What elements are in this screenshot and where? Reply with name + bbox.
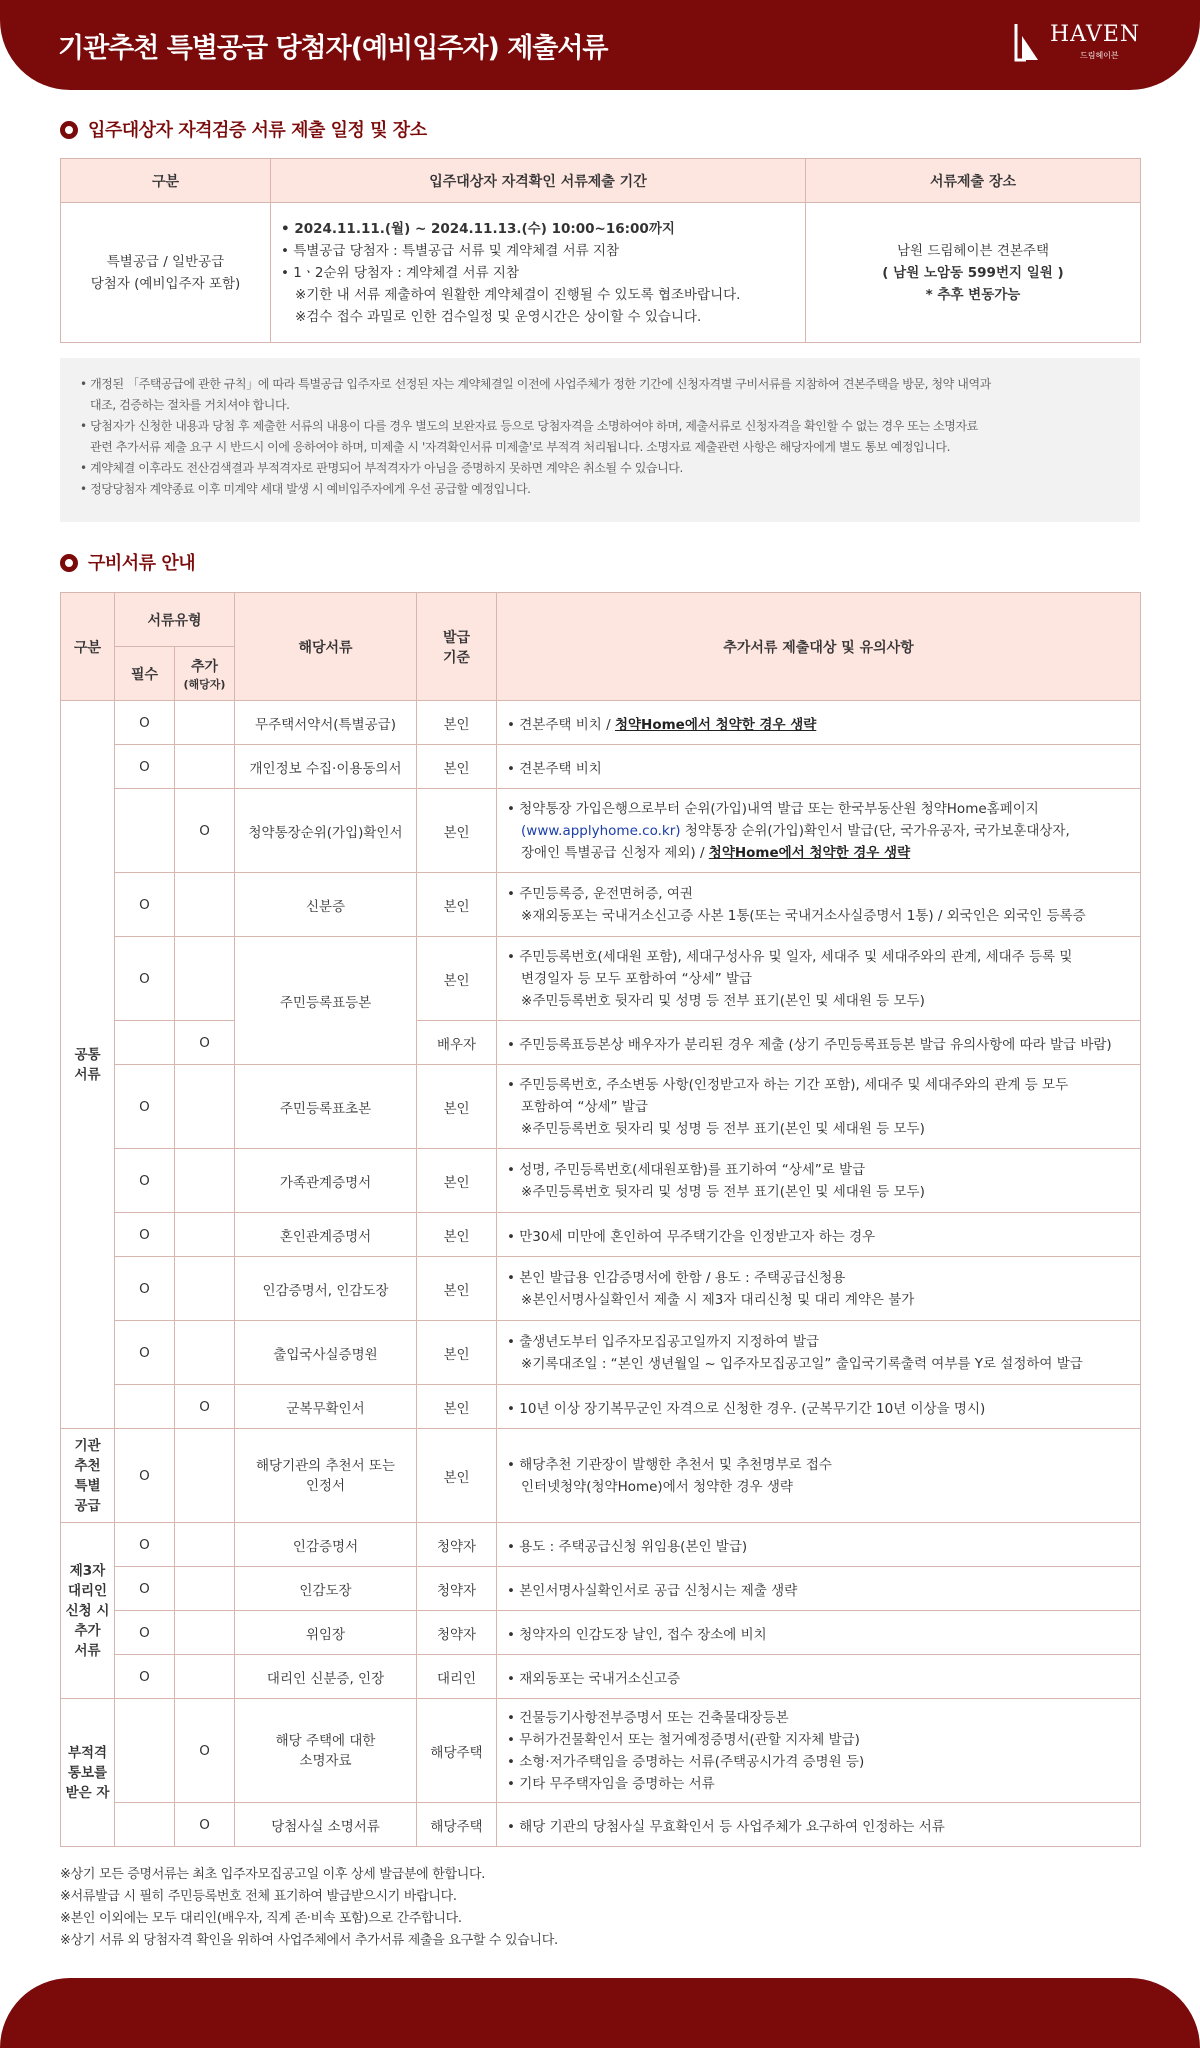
document-name: 청약통장순위(가입)확인서	[235, 789, 417, 873]
footer-banner	[0, 1978, 1200, 2048]
issue-basis: 본인	[417, 937, 497, 1021]
header-required: 필수	[115, 647, 175, 701]
required-mark: O	[115, 1429, 175, 1523]
notes: • 청약자의 인감도장 날인, 접수 장소에 비치	[497, 1611, 1141, 1655]
issue-basis: 해당주택	[417, 1803, 497, 1847]
document-name: 혼인관계증명서	[235, 1213, 417, 1257]
table-row	[61, 745, 1141, 789]
header-additional: 추가 (해당자)	[175, 647, 235, 701]
schedule-category: 특별공급 / 일반공급 당첨자 (예비입주자 포함)	[61, 203, 271, 343]
table-row	[61, 1257, 1141, 1321]
document-name: 인감증명서	[235, 1523, 417, 1567]
additional-mark	[175, 1257, 235, 1321]
footnotes: ※상기 모든 증명서류는 최초 입주자모집공고일 이후 상세 발급분에 한합니다. ※서류발급 시 필히 주민등록번호 전체 표기하여 발급받으시기 바랍니다. ※본인 이외에는 모두 대리인(배우자, 직계 존·비속 포함)으로 간주합니다. ※상기 서류 외 당첨자격 확인을 위하여 사업주체에서 추가서류 제출을 요구할 수 있습니다.	[60, 1867, 558, 1948]
header-period: 입주대상자 자격확인 서류제출 기간	[271, 159, 806, 203]
haven-logo-icon	[1012, 20, 1046, 64]
notes: • 주민등록증, 운전면허증, 여권 ※재외동포는 국내거소신고증 사본 1통(또는 국내거소사실증명서 1통) / 외국인은 외국인 등록증	[497, 873, 1141, 937]
table-row	[61, 1149, 1141, 1213]
header-document: 해당서류	[235, 593, 417, 701]
document-name: 주민등록표초본	[235, 1065, 417, 1149]
required-mark: O	[115, 1149, 175, 1213]
header-category: 구분	[61, 159, 271, 203]
ring-bullet-icon	[60, 554, 78, 572]
table-row	[61, 937, 1141, 1021]
additional-mark	[175, 873, 235, 937]
notes: • 주민등록표등본상 배우자가 분리된 경우 제출 (상기 주민등록표등본 발급 유의사항에 따라 발급 바람)	[497, 1021, 1141, 1065]
required-mark: O	[115, 701, 175, 745]
issue-basis: 본인	[417, 1429, 497, 1523]
table-row	[61, 701, 1141, 745]
issue-basis: 본인	[417, 1149, 497, 1213]
table-row	[61, 1213, 1141, 1257]
required-mark: O	[115, 1321, 175, 1385]
additional-mark	[175, 1523, 235, 1567]
table-row	[61, 1429, 1141, 1523]
additional-mark	[175, 1321, 235, 1385]
table-row	[61, 789, 1141, 873]
issue-basis: 해당주택	[417, 1699, 497, 1803]
required-mark: O	[115, 1655, 175, 1699]
issue-basis: 배우자	[417, 1021, 497, 1065]
issue-basis: 본인	[417, 701, 497, 745]
required-mark: O	[115, 1213, 175, 1257]
notes: • 만30세 미만에 혼인하여 무주택기간을 인정받고자 하는 경우	[497, 1213, 1141, 1257]
issue-basis: 본인	[417, 789, 497, 873]
notes: • 건물등기사항전부증명서 또는 건축물대장등본 • 무허가건물확인서 또는 철거예정증명서(관할 지자체 발급) • 소형·저가주택임을 증명하는 서류(주택공시가격 증명원 등) • 기타 무주택자임을 증명하는 서류	[497, 1699, 1141, 1803]
required-mark: O	[115, 1611, 175, 1655]
document-name: 위임장	[235, 1611, 417, 1655]
additional-mark	[175, 1065, 235, 1149]
required-mark: O	[115, 1523, 175, 1567]
document-name: 주민등록표등본	[235, 937, 417, 1065]
header-place: 서류제출 장소	[806, 159, 1141, 203]
table-row	[61, 1803, 1141, 1847]
table-row	[61, 1385, 1141, 1429]
notes: • 주민등록번호(세대원 포함), 세대구성사유 및 일자, 세대주 및 세대주와의 관계, 세대주 등록 및 변경일자 등 모두 포함하여 “상세” 발급 ※주민등록번호 뒷자리 및 성명 등 전부 표기(본인 및 세대원 등 모두)	[497, 937, 1141, 1021]
issue-basis: 본인	[417, 1065, 497, 1149]
notes: • 출생년도부터 입주자모집공고일까지 지정하여 발급 ※기록대조일 : “본인 생년월일 ~ 입주자모집공고일” 출입국기록출력 여부를 Y로 설정하여 발급	[497, 1321, 1141, 1385]
required-mark	[115, 1021, 175, 1065]
notes: • 청약통장 가입은행으로부터 순위(가입)내역 발급 또는 한국부동산원 청약Home홈페이지 (www.applyhome.co.kr) 청약통장 순위(가입)확인서 발급(단, 국가유공자, 국가보훈대상자, 장애인 특별공급 신청자 제외) / 청약Home에서 청약한 경우 생략	[497, 789, 1141, 873]
additional-mark	[175, 745, 235, 789]
notes: • 10년 이상 장기복무군인 자격으로 신청한 경우. (군복무기간 10년 이상을 명시)	[497, 1385, 1141, 1429]
additional-mark	[175, 1611, 235, 1655]
notes: • 용도 : 주택공급신청 위임용(본인 발급)	[497, 1523, 1141, 1567]
issue-basis: 청약자	[417, 1567, 497, 1611]
section-title-documents: 구비서류 안내	[60, 549, 195, 575]
issue-basis: 본인	[417, 873, 497, 937]
table-row	[61, 1321, 1141, 1385]
additional-mark: O	[175, 1385, 235, 1429]
notes: • 해당 기관의 당첨사실 무효확인서 등 사업주체가 요구하여 인정하는 서류	[497, 1803, 1141, 1847]
issue-basis: 청약자	[417, 1523, 497, 1567]
logo-subtext: 드림헤이븐	[1080, 51, 1119, 60]
additional-mark	[175, 1429, 235, 1523]
issue-basis: 대리인	[417, 1655, 497, 1699]
required-mark: O	[115, 1567, 175, 1611]
additional-mark: O	[175, 1699, 235, 1803]
notes: • 재외동포는 국내거소신고증	[497, 1655, 1141, 1699]
document-name: 해당기관의 추천서 또는 인정서	[235, 1429, 417, 1523]
applyhome-link[interactable]: (www.applyhome.co.kr)	[521, 822, 681, 839]
table-row	[61, 1699, 1141, 1803]
additional-mark	[175, 1149, 235, 1213]
required-mark: O	[115, 937, 175, 1021]
additional-mark: O	[175, 789, 235, 873]
table-row	[61, 1611, 1141, 1655]
document-name: 인감도장	[235, 1567, 417, 1611]
header-notes: 추가서류 제출대상 및 유의사항	[497, 593, 1141, 701]
notes: • 해당추천 기관장이 발행한 추천서 및 추천명부로 접수 인터넷청약(청약Home)에서 청약한 경우 생략	[497, 1429, 1141, 1523]
ring-bullet-icon	[60, 121, 78, 139]
required-mark	[115, 1699, 175, 1803]
issue-basis: 본인	[417, 745, 497, 789]
document-name: 신분증	[235, 873, 417, 937]
header-issue-basis: 발급 기준	[417, 593, 497, 701]
schedule-period: • 2024.11.11.(월) ~ 2024.11.13.(수) 10:00~16:00까지 • 특별공급 당첨자 : 특별공급 서류 및 계약체결 서류 지참 • 1ㆍ2순위 당첨자 : 계약체결 서류 지참 ※기한 내 서류 제출하여 원활한 계약체결이 진행될 수 있도록 협조바랍니다. ※검수 접수 과밀로 인한 검수일정 및 운영시간은 상이할 수 있습니다.	[271, 203, 806, 343]
notes: • 본인 발급용 인감증명서에 한함 / 용도 : 주택공급신청용 ※본인서명사실확인서 제출 시 제3자 대리신청 및 대리 계약은 불가	[497, 1257, 1141, 1321]
table-row	[61, 1523, 1141, 1567]
notes: • 주민등록번호, 주소변동 사항(인정받고자 하는 기간 포함), 세대주 및 세대주와의 관계 등 모두 포함하여 “상세” 발급 ※주민등록번호 뒷자리 및 성명 등 전부 표기(본인 및 세대원 등 모두)	[497, 1065, 1141, 1149]
logo-text: HAVEN	[1050, 22, 1141, 47]
document-name: 해당 주택에 대한 소명자료	[235, 1699, 417, 1803]
document-name: 당첨사실 소명서류	[235, 1803, 417, 1847]
additional-mark: O	[175, 1021, 235, 1065]
issue-basis: 본인	[417, 1257, 497, 1321]
required-mark	[115, 789, 175, 873]
section-title-schedule: 입주대상자 자격검증 서류 제출 일정 및 장소	[60, 116, 427, 142]
page-title: 기관추천 특별공급 당첨자(예비입주자) 제출서류	[58, 33, 608, 64]
schedule-table	[60, 158, 1141, 343]
additional-mark: O	[175, 1803, 235, 1847]
table-row	[61, 873, 1141, 937]
documents-table	[60, 592, 1141, 1847]
table-row	[61, 1655, 1141, 1699]
additional-mark	[175, 701, 235, 745]
group-institution: 기관 추천 특별 공급	[61, 1429, 115, 1523]
required-mark	[115, 1803, 175, 1847]
issue-basis: 청약자	[417, 1611, 497, 1655]
group-proxy: 제3자 대리인 신청 시 추가 서류	[61, 1523, 115, 1699]
group-common: 공통 서류	[61, 701, 115, 1429]
table-row	[61, 1065, 1141, 1149]
additional-mark	[175, 937, 235, 1021]
notes: • 성명, 주민등록번호(세대원포함)를 표기하여 “상세”로 발급 ※주민등록번호 뒷자리 및 성명 등 전부 표기(본인 및 세대원 등 모두)	[497, 1149, 1141, 1213]
document-name: 개인정보 수집·이용동의서	[235, 745, 417, 789]
additional-mark	[175, 1655, 235, 1699]
additional-mark	[175, 1213, 235, 1257]
group-ineligible: 부적격 통보를 받은 자	[61, 1699, 115, 1847]
header-doc-type: 서류유형	[115, 593, 235, 647]
document-name: 가족관계증명서	[235, 1149, 417, 1213]
required-mark	[115, 1385, 175, 1429]
notice-box: • 개정된 「주택공급에 관한 규칙」에 따라 특별공급 입주자로 선정된 자는 계약체결일 이전에 사업주체가 정한 기간에 신청자격별 구비서류를 지참하여 견본주택을 방문, 청약 내역과 대조, 검증하는 절차를 거치셔야 합니다. • 당첨자가 신청한 내용과 당첨 후 제출한 서류의 내용이 다를 경우 별도의 보완자료 등으로 당첨자격을 소명하여야 하며, 제출서류로 신청자격을 확인할 수 없는 경우 또는 소명자료 관련 추가서류 제출 요구 시 반드시 이에 응하여야 하며, 미제출 시 '자격확인서류 미제출'로 부적격 처리됩니다. 소명자료 제출관련 사항은 해당자에게 별도 통보 예정입니다. • 계약체결 이후라도 전산검색결과 부적격자로 판명되어 부적격자가 아님을 증명하지 못하면 계약은 취소될 수 있습니다. • 정당당첨자 계약종료 이후 미계약 세대 발생 시 예비입주자에게 우선 공급할 예정입니다.	[60, 358, 1140, 522]
schedule-place: 남원 드림헤이븐 견본주택 ( 남원 노암동 599번지 일원 ) * 추후 변동가능	[806, 203, 1141, 343]
required-mark: O	[115, 1065, 175, 1149]
header-category: 구분	[61, 593, 115, 701]
notes: • 견본주택 비치	[497, 745, 1141, 789]
required-mark: O	[115, 873, 175, 937]
additional-mark	[175, 1567, 235, 1611]
issue-basis: 본인	[417, 1321, 497, 1385]
issue-basis: 본인	[417, 1385, 497, 1429]
table-row	[61, 1021, 1141, 1065]
table-row	[61, 1567, 1141, 1611]
haven-logo	[1012, 20, 1142, 66]
document-name: 군복무확인서	[235, 1385, 417, 1429]
document-name: 인감증명서, 인감도장	[235, 1257, 417, 1321]
required-mark: O	[115, 745, 175, 789]
issue-basis: 본인	[417, 1213, 497, 1257]
notes: • 본인서명사실확인서로 공급 신청시는 제출 생략	[497, 1567, 1141, 1611]
required-mark: O	[115, 1257, 175, 1321]
document-name: 출입국사실증명원	[235, 1321, 417, 1385]
document-name: 대리인 신분증, 인장	[235, 1655, 417, 1699]
notes: • 견본주택 비치 / 청약Home에서 청약한 경우 생략	[497, 701, 1141, 745]
document-name: 무주택서약서(특별공급)	[235, 701, 417, 745]
header-banner	[0, 0, 1200, 90]
